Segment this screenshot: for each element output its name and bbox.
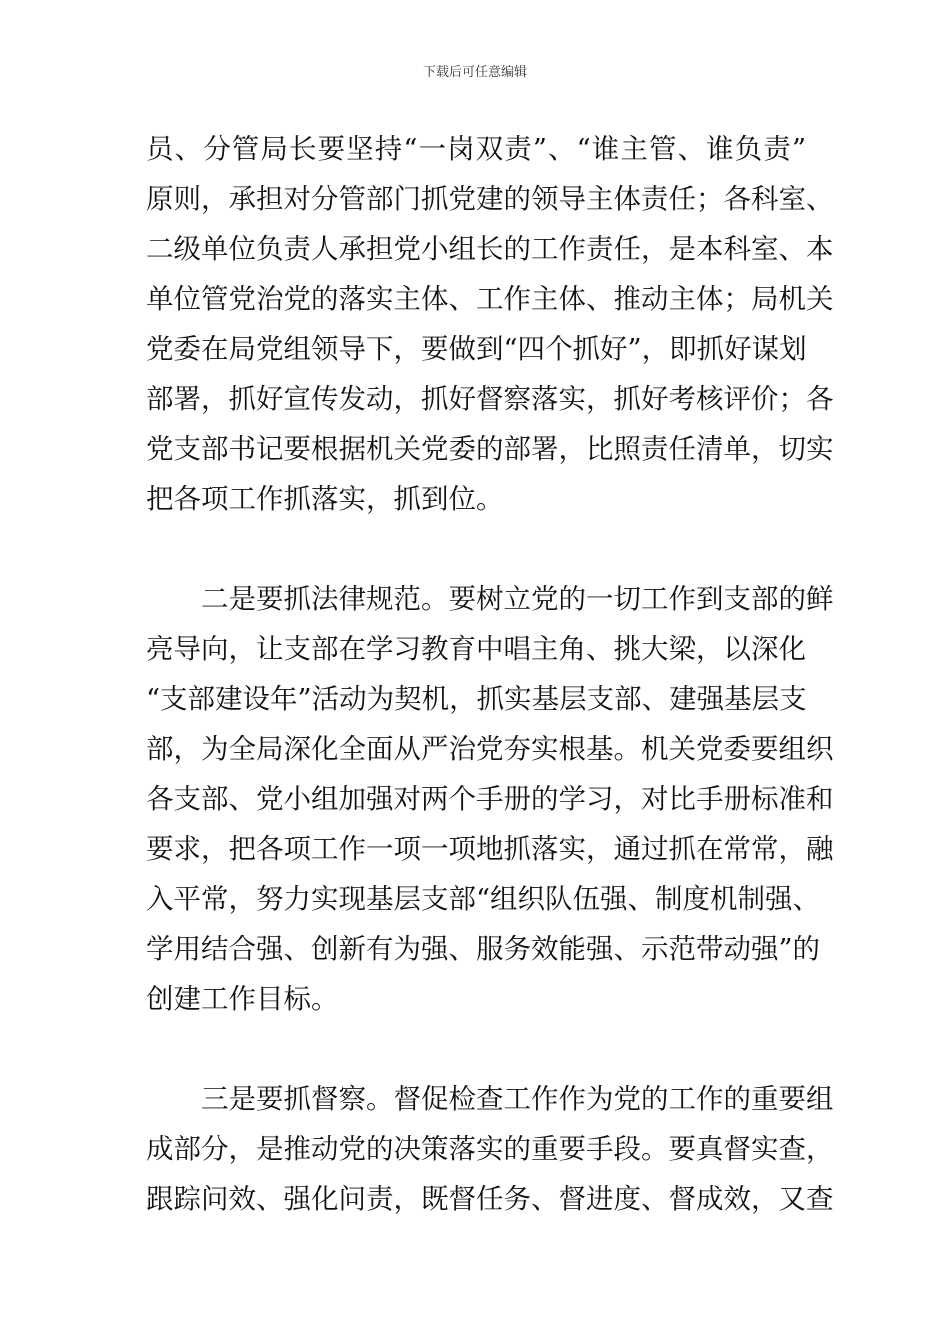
paragraph-spacer xyxy=(146,524,806,574)
text-line: 单位管党治党的落实主体、工作主体、推动主体；局机关 xyxy=(146,283,834,315)
text-line: 成部分，是推动党的决策落实的重要手段。要真督实查， xyxy=(146,1133,834,1165)
text-line: 要求，把各项工作一项一项地抓落实，通过抓在常常，融 xyxy=(146,833,834,865)
text-line: 党支部书记要根据机关党委的部署，比照责任清单，切实 xyxy=(146,433,834,465)
text-line: 二级单位负责人承担党小组长的工作责任，是本科室、本 xyxy=(146,233,834,265)
text-line: 亮导向，让支部在学习教育中唱主角、挑大梁，以深化 xyxy=(146,633,806,665)
page-header: 下载后可任意编辑 xyxy=(422,65,527,80)
text-line: 二是要抓法律规范。要树立党的一切工作到支部的鲜 xyxy=(201,583,834,615)
text-line: “支部建设年”活动为契机，抓实基层支部、建强基层支 xyxy=(146,683,807,715)
text-line: 各支部、党小组加强对两个手册的学习，对比手册标准和 xyxy=(146,783,834,815)
text-line: 三是要抓督察。督促检查工作作为党的工作的重要组 xyxy=(201,1083,834,1115)
text-line: 员、分管局长要坚持“一岗双责”、“谁主管、谁负责” xyxy=(146,133,806,165)
text-line: 跟踪问效、强化问责，既督任务、督进度、督成效，又查 xyxy=(146,1183,834,1215)
text-line: 入平常，努力实现基层支部“组织队伍强、制度机制强、 xyxy=(146,883,821,915)
text-line: 原则，承担对分管部门抓党建的领导主体责任；各科室、 xyxy=(146,183,834,215)
document-body xyxy=(146,124,834,1224)
paragraph-spacer xyxy=(146,1024,806,1074)
paragraph-1 xyxy=(146,124,834,524)
text-line: 部，为全局深化全面从严治党夯实根基。机关党委要组织 xyxy=(146,733,834,765)
text-line: 把各项工作抓落实，抓到位。 xyxy=(146,483,504,515)
text-line: 部署，抓好宣传发动，抓好督察落实，抓好考核评价；各 xyxy=(146,383,834,415)
text-line: 学用结合强、创新有为强、服务效能强、示范带动强”的 xyxy=(146,933,821,965)
paragraph-2 xyxy=(146,574,834,1024)
paragraph-3 xyxy=(146,1074,834,1224)
text-line: 创建工作目标。 xyxy=(146,983,339,1015)
text-line: 党委在局党组领导下，要做到“四个抓好”，即抓好谋划 xyxy=(146,333,807,365)
